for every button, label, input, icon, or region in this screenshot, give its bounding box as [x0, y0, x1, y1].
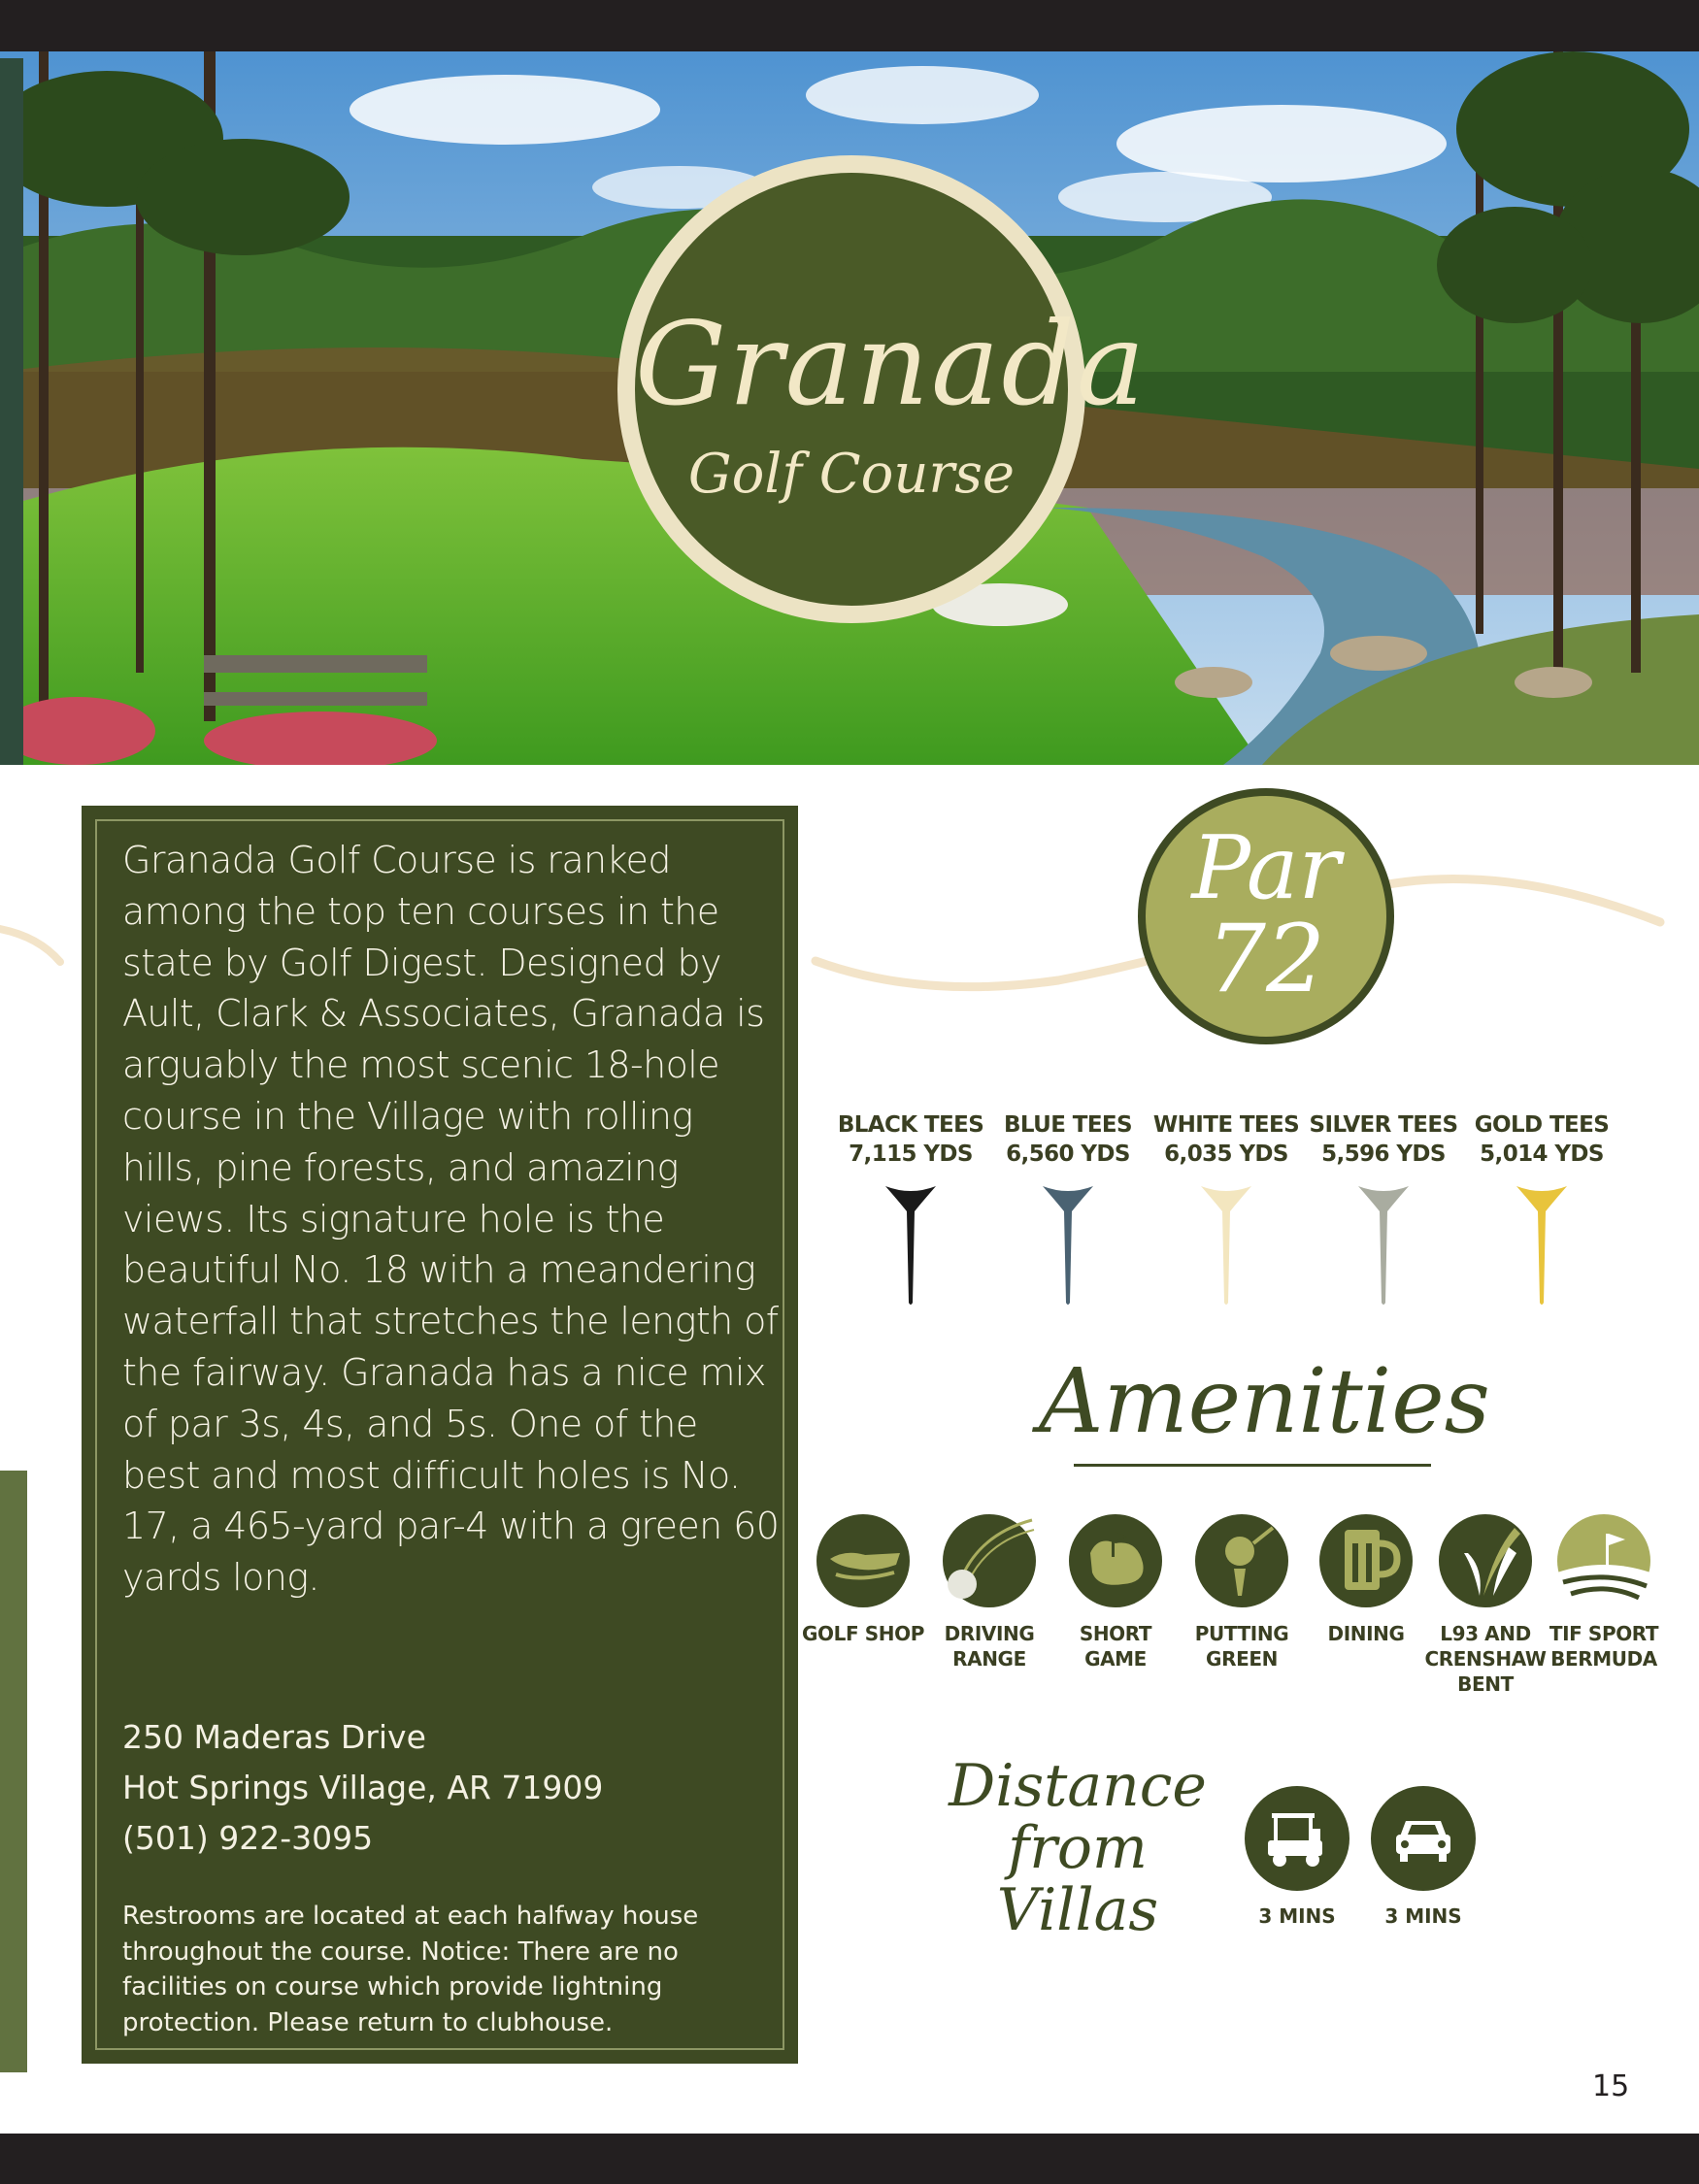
tee-gold	[1459, 1110, 1624, 1307]
phone-number: (501) 922-3095	[122, 1819, 374, 1857]
left-edge-strip	[0, 58, 23, 765]
amenity-label: GOLF SHOP	[802, 1622, 924, 1645]
contact-info	[122, 1712, 603, 1864]
distance-car	[1365, 1786, 1482, 1928]
tee-yardage: 7,115 YDS	[849, 1142, 973, 1167]
tee-name: WHITE TEES	[1152, 1112, 1300, 1138]
driving-range-icon	[943, 1514, 1036, 1607]
putting-green-icon	[1195, 1514, 1288, 1607]
tee-yardage: 5,596 YDS	[1321, 1142, 1446, 1167]
amenity-putting-green	[1180, 1514, 1304, 1671]
bermuda-flag-icon	[1557, 1514, 1650, 1607]
tee-black	[828, 1110, 993, 1307]
amenities-heading: Amenities	[1039, 1349, 1490, 1453]
distance-label: 3 MINS	[1384, 1904, 1462, 1928]
golf-cart-icon	[1245, 1786, 1349, 1891]
left-edge-photo-strip	[0, 1471, 27, 2072]
address-city: Hot Springs Village, AR 71909	[122, 1769, 604, 1806]
distance-golf-cart	[1239, 1786, 1355, 1928]
tee-yardage: 6,035 YDS	[1164, 1142, 1288, 1167]
amenity-golf-shop	[801, 1514, 925, 1646]
golf-tee-icon	[1354, 1182, 1413, 1307]
dining-icon	[1319, 1514, 1413, 1607]
amenity-label: PUTTING GREEN	[1194, 1622, 1289, 1671]
golf-shop-icon	[816, 1514, 910, 1607]
tee-yardage: 6,560 YDS	[1006, 1142, 1130, 1167]
distance-heading: Distance from Villas	[949, 1752, 1207, 1944]
par-label: Par	[1191, 817, 1341, 919]
par-number: 72	[1206, 905, 1326, 1013]
amenity-bent-grass	[1423, 1514, 1548, 1697]
course-title-badge	[617, 155, 1148, 623]
amenities-underline	[1074, 1464, 1431, 1467]
par-badge-inner	[1146, 796, 1386, 1037]
tee-yardage: 5,014 YDS	[1480, 1142, 1604, 1167]
tee-white	[1144, 1110, 1309, 1307]
amenity-dining	[1304, 1514, 1428, 1646]
par-badge	[1138, 788, 1394, 1044]
restroom-notice: Restrooms are located at each halfway house throughout the course. Notice: There are no facilities on course which provide lightning protection. Please return to clubhouse.	[122, 1902, 699, 2037]
tee-name: BLACK TEES	[837, 1112, 984, 1138]
course-subtitle: Golf Course	[687, 443, 1016, 506]
description-panel	[82, 806, 798, 2064]
amenity-label: TIF SPORT BERMUDA	[1549, 1622, 1659, 1671]
bottom-bar	[0, 2134, 1699, 2184]
amenity-bermuda	[1542, 1514, 1666, 1671]
course-description: Granada Golf Course is ranked among the top ten courses in the state by Golf Digest. Designed by Ault, Clark & Associates, Granada is arguably the most scenic 18-hole course in the Village with rolling hills, pine forests, and amazing views. Its signature hole is the beautiful No. 18 with a meandering waterfall that stretches the length of the fairway. Granada has a nice mix of par 3s, 4s, and 5s. One of the best and most difficult holes is No. 17, a 465-yard par-4 with a green 60 yards long.	[122, 839, 780, 1600]
amenity-label: L93 AND CRENSHAW BENT	[1424, 1622, 1547, 1696]
tee-name: SILVER TEES	[1309, 1112, 1458, 1138]
car-icon	[1371, 1786, 1476, 1891]
tee-blue	[985, 1110, 1150, 1307]
tee-name: BLUE TEES	[1003, 1112, 1133, 1138]
left-swoosh-decoration	[0, 917, 68, 976]
top-bar	[0, 0, 1699, 51]
address-street: 250 Maderas Drive	[122, 1718, 426, 1756]
tee-name: GOLD TEES	[1474, 1112, 1610, 1138]
amenity-driving-range	[927, 1514, 1051, 1671]
distance-label: 3 MINS	[1258, 1904, 1336, 1928]
tee-silver	[1301, 1110, 1466, 1307]
golf-tee-icon	[1197, 1182, 1255, 1307]
amenity-short-game	[1053, 1514, 1178, 1671]
page-number: 15	[1592, 2069, 1630, 2103]
amenity-label: DINING	[1327, 1622, 1405, 1645]
course-title: Granada	[635, 297, 1148, 431]
amenity-label: DRIVING RANGE	[944, 1622, 1035, 1671]
golf-tee-icon	[1513, 1182, 1571, 1307]
golf-tee-icon	[882, 1182, 940, 1307]
short-game-icon	[1069, 1514, 1162, 1607]
grass-icon	[1439, 1514, 1532, 1607]
course-title-badge-inner	[635, 173, 1148, 606]
amenity-label: SHORT GAME	[1079, 1622, 1152, 1671]
golf-tee-icon	[1039, 1182, 1097, 1307]
